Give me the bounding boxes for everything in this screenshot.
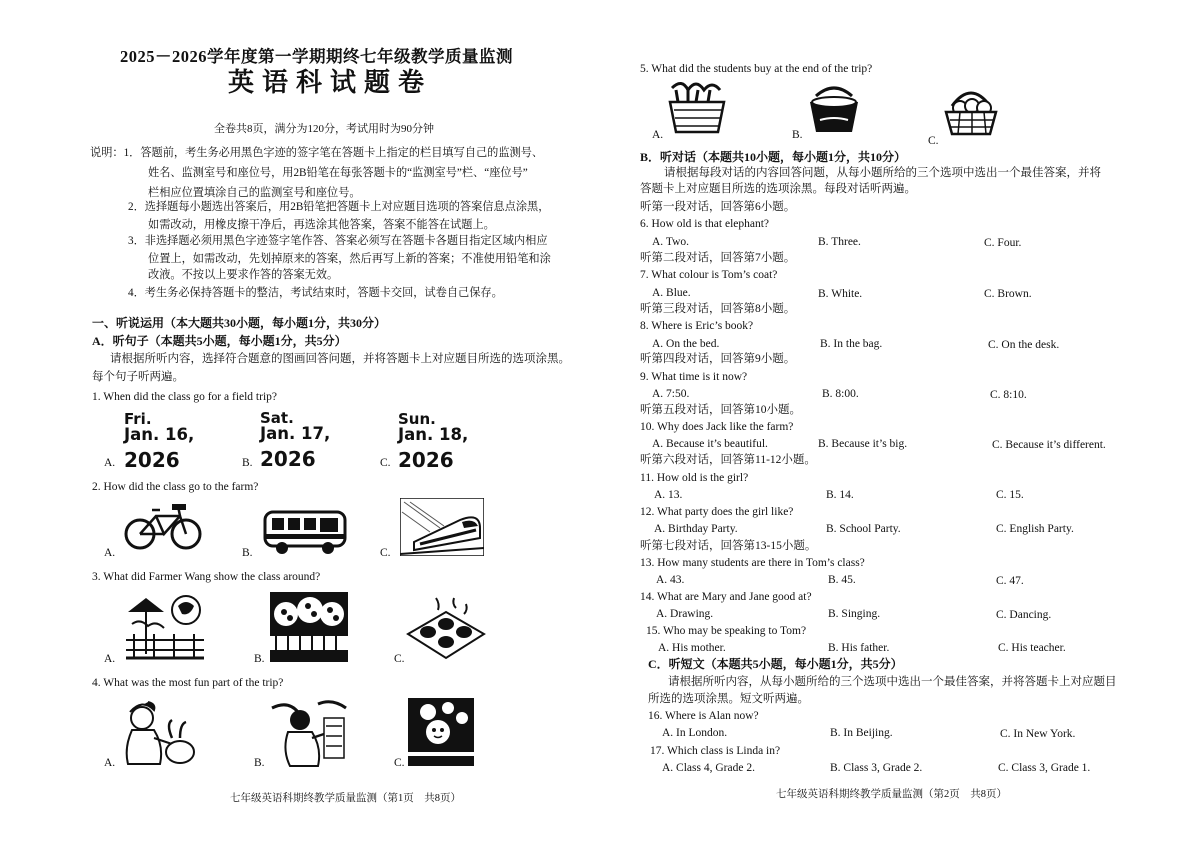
question-3: 3. What did Farmer Wang show the class around? — [92, 571, 321, 583]
option-label: A. — [104, 757, 116, 769]
note-line: 位置上，如需改动，先划掉原来的答案，然后再写上新的答案；不准使用铅笔和涂 — [148, 253, 551, 265]
option-a: A. Birthday Party. — [654, 523, 738, 535]
question-10: 10. Why does Jack like the farm? — [640, 421, 794, 433]
dialogue-note: 听第三段对话，回答第8小题。 — [640, 303, 796, 315]
question-6: 6. How old is that elephant? — [640, 218, 770, 230]
note-line: 3．非选择题必须用黑色字迹签字笔作答、答案必须写在答题卡各题目指定区域内相应 — [128, 235, 548, 247]
question-12: 12. What party does the girl like? — [640, 506, 794, 518]
option-c: C. Brown. — [984, 288, 1032, 300]
train-icon — [400, 498, 484, 556]
page-footer: 七年级英语科期终教学质量监测（第1页 共8页） — [230, 793, 461, 804]
question-15: 15. Who may be speaking to Tom? — [646, 625, 807, 637]
option-label: B. — [792, 129, 803, 141]
option-c: C. Class 3, Grade 1. — [998, 762, 1091, 774]
question-8: 8. Where is Eric’s book? — [640, 320, 754, 332]
option-c: C. Because it’s different. — [992, 439, 1106, 451]
option-label: C. — [380, 547, 391, 559]
option-c: C. On the desk. — [988, 339, 1060, 351]
option-label: A. — [652, 129, 664, 141]
page-2 — [600, 0, 1200, 848]
dialogue-note: 听第六段对话，回答第11-12小题。 — [640, 454, 816, 466]
option-a: A. 43. — [656, 574, 685, 586]
option-c: C. English Party. — [996, 523, 1074, 535]
note-line: 如需改动，用橡皮擦干净后，再选涂其他答案，答案不能答在试题上。 — [148, 219, 495, 231]
option-label: C. — [394, 653, 405, 665]
weekday: Sun. — [398, 410, 436, 428]
option-b: B. In the bag. — [820, 338, 883, 350]
option-b: B. School Party. — [826, 523, 901, 535]
question-14: 14. What are Mary and Jane good at? — [640, 591, 812, 603]
section-c-heading: C．听短文（本题共5小题，每小题1分，共5分） — [648, 657, 903, 671]
option-label: B. — [242, 547, 253, 559]
option-label: A. — [104, 457, 116, 469]
option-c: C. In New York. — [1000, 728, 1076, 740]
section-b-heading: B．听对话（本题共10小题，每小题1分，共10分） — [640, 150, 907, 164]
option-c: C. 8:10. — [990, 389, 1027, 401]
dialogue-note: 听第五段对话，回答第10小题。 — [640, 404, 801, 416]
option-b: B. 14. — [826, 489, 854, 501]
option-a: A. 13. — [654, 489, 683, 501]
option-a: A. Two. — [652, 236, 689, 248]
instruction: 每个句子听两遍。 — [92, 371, 184, 383]
option-b: B. 8:00. — [822, 388, 859, 400]
question-17: 17. Which class is Linda in? — [650, 745, 781, 757]
option-b: B. 45. — [828, 574, 856, 586]
instruction: 答题卡上对应题目所选的选项涂黑。每段对话听两遍。 — [640, 183, 916, 195]
section-heading: 一、听说运用（本大题共30小题，每小题1分，共30分） — [92, 316, 387, 330]
bicycle-icon — [124, 502, 204, 552]
instruction: 请根据每段对话的内容回答问题，从每小题所给的三个选项中选出一个最佳答案，并将 — [664, 167, 1101, 179]
option-a: A. 7:50. — [652, 388, 690, 400]
date-option-a — [124, 412, 194, 471]
dialogue-note: 听第四段对话，回答第9小题。 — [640, 353, 796, 365]
weekday: Fri. — [124, 410, 152, 428]
dialogue-note: 听第七段对话，回答第13-15小题。 — [640, 540, 817, 552]
option-a: A. His mother. — [658, 642, 726, 654]
option-b: B. White. — [818, 288, 863, 300]
fruit-bowl-icon — [806, 80, 862, 136]
question-9: 9. What time is it now? — [640, 371, 748, 383]
option-label: B. — [242, 457, 253, 469]
question-1: 1. When did the class go for a field trip? — [92, 391, 278, 403]
year: 2026 — [398, 448, 454, 472]
date: Jan. 18, — [398, 425, 469, 444]
girl-under-tree-icon — [408, 698, 474, 766]
date-option-b — [260, 411, 330, 470]
option-b: B. In Beijing. — [830, 727, 893, 739]
option-b: B. Because it’s big. — [818, 438, 908, 450]
note-line: 栏相应位置填涂自己的监测室号和座位号。 — [148, 187, 361, 199]
date: Jan. 16, — [124, 425, 195, 444]
boy-with-rabbit-icon — [120, 698, 200, 766]
option-b: B. Class 3, Grade 2. — [830, 762, 923, 774]
fruit-basket-icon — [942, 84, 1000, 138]
date: Jan. 17, — [260, 424, 331, 443]
page-footer: 七年级英语科期终教学质量监测（第2页 共8页） — [776, 789, 1007, 800]
farm-garden-icon — [124, 594, 206, 662]
option-a: A. In London. — [662, 727, 728, 739]
question-7: 7. What colour is Tom’s coat? — [640, 269, 778, 281]
option-label: C. — [380, 457, 391, 469]
question-5: 5. What did the students buy at the end of the trip? — [640, 63, 873, 75]
boy-picking-icon — [268, 698, 350, 768]
exam-info: 全卷共8页，满分为120分，考试用时为90分钟 — [214, 123, 434, 135]
vegetable-field-icon — [406, 594, 486, 662]
option-a: A. Class 4, Grade 2. — [662, 762, 755, 774]
option-label: B. — [254, 757, 265, 769]
instruction: 请根据所听内容，从每小题所给的三个选项中选出一个最佳答案，并将答题卡上对应题目 — [668, 676, 1117, 688]
bus-icon — [262, 508, 348, 556]
date-option-c — [398, 412, 468, 471]
instruction: 所选的选项涂黑。短文听两遍。 — [648, 693, 809, 705]
note-line: 4．考生务必保持答题卡的整洁，考试结束时，答题卡交回，试卷自己保存。 — [128, 287, 503, 299]
option-b: B. His father. — [828, 642, 890, 654]
question-11: 11. How old is the girl? — [640, 472, 749, 484]
note-line: 改液。不按以上要求作答的答案无效。 — [148, 269, 339, 281]
dialogue-note: 听第一段对话，回答第6小题。 — [640, 201, 796, 213]
note-line: 姓名、监测室号和座位号，用2B铅笔在每张答题卡的“监测室号”栏、“座位号” — [148, 167, 528, 179]
option-label: A. — [104, 547, 116, 559]
dialogue-note: 听第二段对话，回答第7小题。 — [640, 252, 796, 264]
question-16: 16. Where is Alan now? — [648, 710, 759, 722]
option-b: B. Singing. — [828, 608, 881, 620]
option-a: A. Because it’s beautiful. — [652, 438, 768, 450]
year: 2026 — [124, 448, 180, 472]
option-c: C. Four. — [984, 237, 1022, 249]
option-label: A. — [104, 653, 116, 665]
note-line: 2．选择题每小题选出答案后，用2B铅笔把答题卡上对应题目选项的答案信息点涂黑， — [128, 201, 550, 213]
option-a: A. Blue. — [652, 287, 691, 299]
instruction: 请根据所听内容，选择符合题意的图画回答问题，并将答题卡上对应题目所选的选项涂黑。 — [110, 353, 570, 365]
subject-title: 英语科试题卷 — [228, 68, 433, 97]
year: 2026 — [260, 447, 316, 471]
option-b: B. Three. — [818, 236, 861, 248]
option-label: C. — [928, 135, 939, 147]
note-line: 说明：1．答题前，考生务必用黑色字迹的签字笔在答题卡上指定的栏目填写自己的监测号、 — [90, 147, 544, 159]
question-4: 4. What was the most fun part of the trip? — [92, 677, 284, 689]
option-c: C. 15. — [996, 489, 1024, 501]
option-a: A. Drawing. — [656, 608, 714, 620]
option-c: C. His teacher. — [998, 642, 1066, 654]
question-2: 2. How did the class go to the farm? — [92, 481, 259, 493]
option-label: C. — [394, 757, 405, 769]
exam-title: 2025－2026学年度第一学期期终七年级教学质量监测 — [120, 47, 513, 66]
option-a: A. On the bed. — [652, 338, 720, 350]
vegetable-basket-icon — [666, 78, 728, 136]
question-13: 13. How many students are there in Tom’s class? — [640, 557, 865, 569]
apple-trees-icon — [270, 592, 348, 662]
weekday: Sat. — [260, 409, 294, 427]
option-c: C. Dancing. — [996, 609, 1052, 621]
option-label: B. — [254, 653, 265, 665]
section-a-heading: A．听句子（本题共5小题，每小题1分，共5分） — [92, 334, 347, 348]
option-c: C. 47. — [996, 575, 1024, 587]
